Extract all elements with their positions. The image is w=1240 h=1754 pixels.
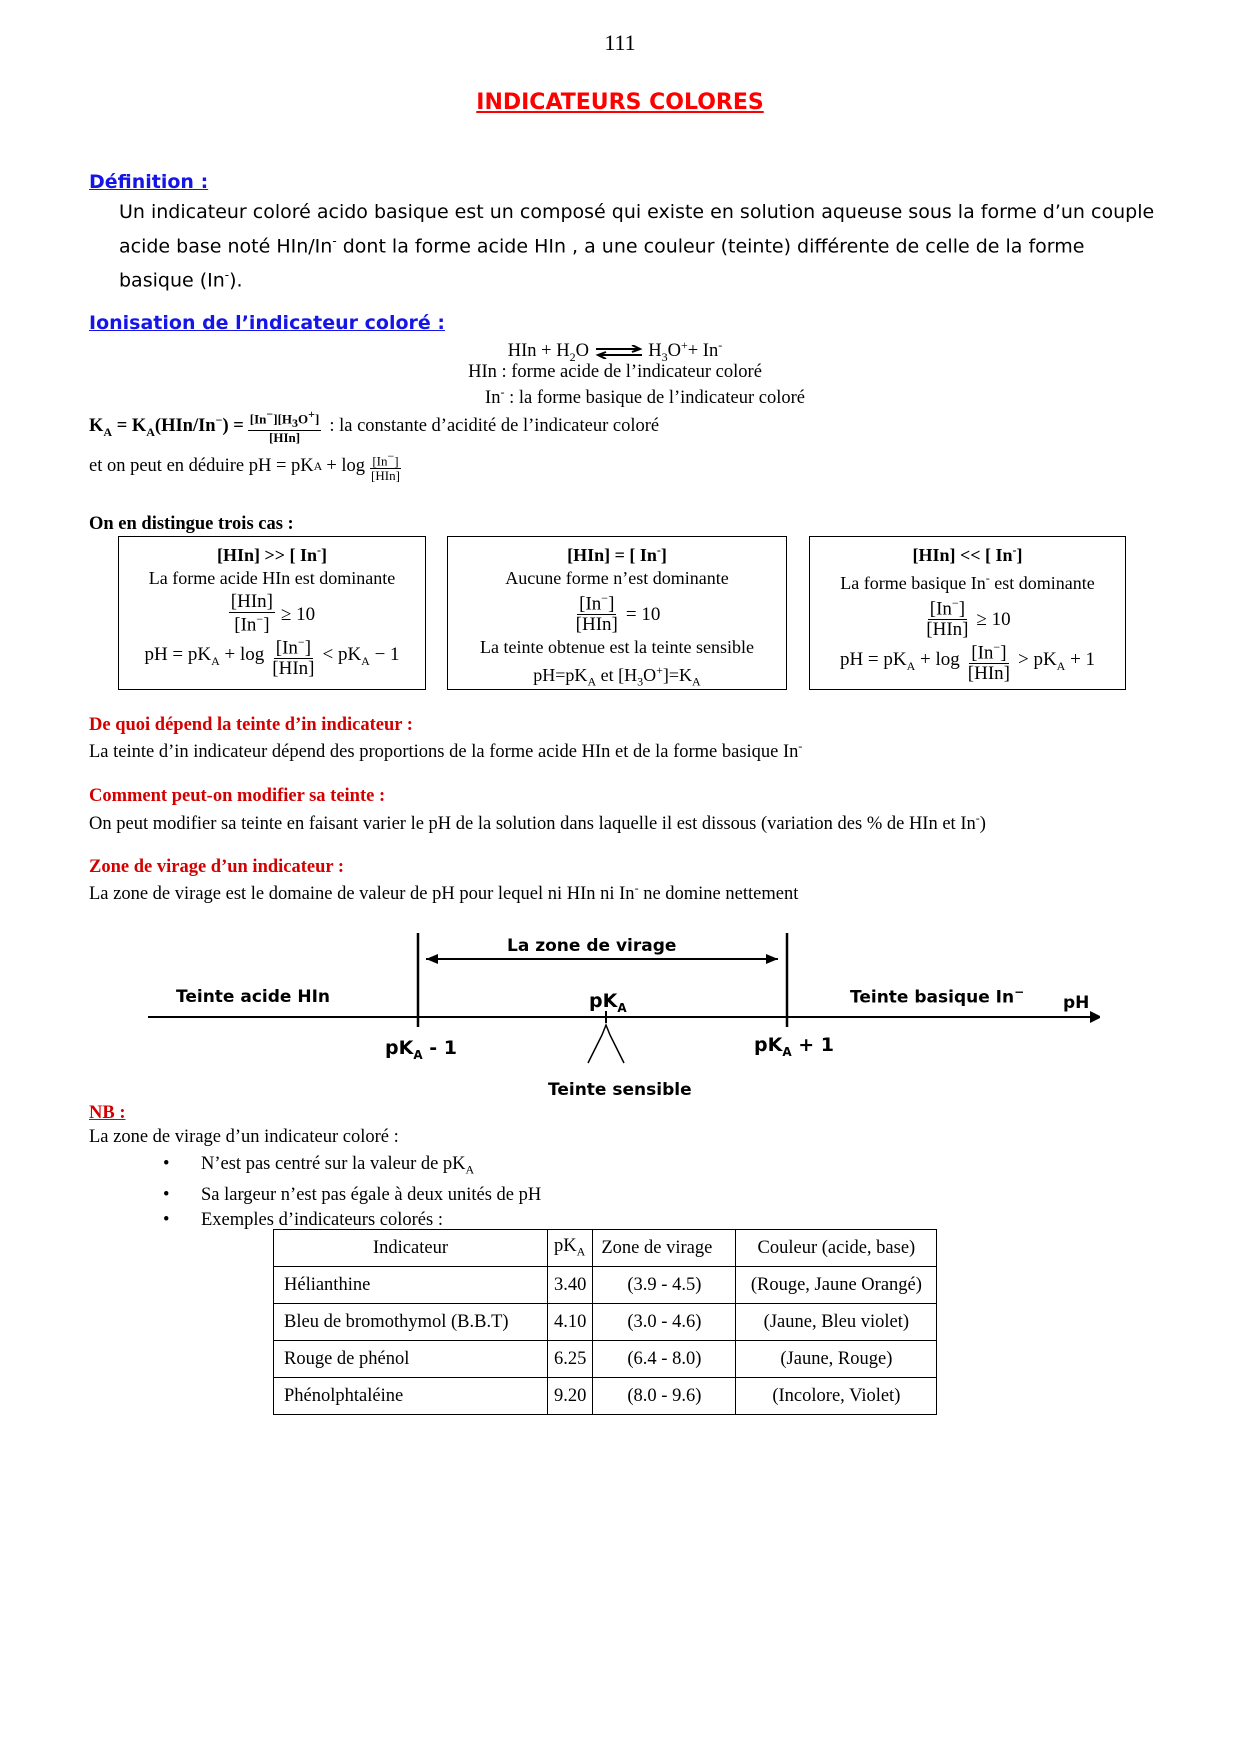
pka-plus-text: pK xyxy=(754,1034,783,1056)
definition-text xyxy=(119,198,1154,296)
ph-axis-label: pH xyxy=(1063,993,1090,1013)
modify-text-b: ) xyxy=(979,814,986,835)
nb-heading: NB : xyxy=(89,1103,126,1123)
zone-label: La zone de virage xyxy=(507,936,677,956)
table-cell: (Incolore, Violet) xyxy=(736,1378,937,1415)
cases-heading: On en distingue trois cas : xyxy=(89,514,294,534)
table-cell: (Jaune, Bleu violet) xyxy=(736,1304,937,1341)
definition-line-3b: ). xyxy=(229,269,243,292)
ph-deduction: et on peut en déduire pH = pK A + log $\frac{[In^-]}{\text{[HIn]}}$ xyxy=(89,449,400,483)
definition-line-1: Un indicateur coloré acido basique est un composé qui existe en solution aqueuse sous la forme d’un couple xyxy=(119,201,1155,223)
table-cell: Rouge de phénol xyxy=(274,1341,548,1378)
depend-text-main: La teinte d’in indicateur dépend des proportions de la forme acide HIn et de la forme basique In xyxy=(89,742,799,763)
page-number: 111 xyxy=(604,30,636,55)
zone-arrow-left-head xyxy=(426,954,438,964)
table-header: Couleur (acide, base) xyxy=(736,1230,937,1267)
indicators-table xyxy=(273,1229,937,1415)
case-1-head-text: [HIn] >> [ In xyxy=(216,545,318,565)
table-cell: 9.20 xyxy=(548,1378,593,1415)
case-2-head: [HIn] = [ In-] xyxy=(567,543,667,565)
definition-line-2: acide base noté HIn/In- dont la forme acide HIn , a une couleur (teinte) différente de celle de la forme xyxy=(119,234,1085,258)
sensitive-pointer xyxy=(588,1025,624,1063)
table-header-row xyxy=(274,1230,937,1267)
definition-heading: Définition : xyxy=(89,171,209,193)
table-cell: (Rouge, Jaune Orangé) xyxy=(736,1267,937,1304)
nb-bullet-list xyxy=(163,1152,541,1233)
nb-intro: La zone de virage d’un indicateur coloré : xyxy=(89,1127,399,1147)
sensitive-tint-label: Teinte sensible xyxy=(548,1080,692,1100)
depend-heading: De quoi dépend la teinte d’in indicateur : xyxy=(89,715,413,735)
zone-heading: Zone de virage d’un indicateur : xyxy=(89,857,345,877)
case-3-text: La forme basique In- est dominante xyxy=(840,571,1095,593)
ionisation-heading: Ionisation de l’indicateur coloré : xyxy=(89,312,445,334)
table-cell: 4.10 xyxy=(548,1304,593,1341)
pka-minus-label: $pK_A - 1$ xyxy=(385,1037,457,1062)
ka-expression: $K_A = K_A(HIn/In^-)$ = $\frac{[In^-][H_3O^+]}{\text{[HIn]}}$ : la constante d’acidité de l’indicateur coloré xyxy=(89,407,660,445)
case-3-head: [HIn] << [ In-] xyxy=(912,543,1023,565)
pka-minus-text: pK xyxy=(385,1037,414,1059)
table-cell: (Jaune, Rouge) xyxy=(736,1341,937,1378)
table-cell: (6.4 - 8.0) xyxy=(593,1341,736,1378)
nb-bullet-1: • N’est pas centré sur la valeur de $pK_A$ xyxy=(163,1152,541,1183)
depend-text: La teinte d’in indicateur dépend des proportions de la forme acide HIn et de la forme basique In- xyxy=(89,739,803,763)
acid-tint-label: Teinte acide HIn xyxy=(176,987,331,1007)
case-1-text: La forme acide HIn est dominante xyxy=(148,568,396,588)
table-row xyxy=(274,1341,937,1378)
case-basic-dominant: [HIn] << [ In-] La forme basique In- est dominante $\frac{[In^-]}{\text{[HIn]}}$ ≥ 10 pH = $pK_A + \log$ $\frac{[In^-]}{\text{[HIn]}}$ > $pK_A + 1$ xyxy=(809,536,1126,690)
modify-heading: Comment peut-on modifier sa teinte : xyxy=(89,786,386,806)
case-2-text-2: La teinte obtenue est la teinte sensible xyxy=(480,637,754,658)
zone-text-a: La zone de virage est le domaine de valeur de pH pour lequel ni HIn ni In xyxy=(89,884,635,905)
case-3-text-a: La forme basique In xyxy=(840,573,986,593)
zone-text: La zone de virage est le domaine de valeur de pH pour lequel ni HIn ni In- ne domine nettement xyxy=(89,881,799,905)
acid-form-line: HIn : forme acide de l’indicateur coloré xyxy=(468,362,762,382)
case-3-head-text: [HIn] << [ In xyxy=(912,545,1013,565)
table-cell: (3.9 - 4.5) xyxy=(593,1267,736,1304)
table-row xyxy=(274,1304,937,1341)
case-2-text: Aucune forme n’est dominante xyxy=(505,568,729,588)
ka-description: : la constante d’acidité de l’indicateur coloré xyxy=(329,415,660,436)
eq-reactants: HIn + H xyxy=(507,341,570,362)
nb-bullet-1-text: N’est pas centré sur la valeur de pK xyxy=(201,1154,466,1174)
basic-tint-text: Teinte basique In xyxy=(850,987,1015,1008)
table-cell: Hélianthine xyxy=(274,1267,548,1304)
pka-plus-label: $pK_A + 1$ xyxy=(754,1034,834,1059)
table-header: Zone de virage xyxy=(593,1230,736,1267)
modify-text: On peut modifier sa teinte en faisant varier le pH de la solution dans laquelle il est dissous (variation des % de HIn et In-) xyxy=(89,811,986,835)
definition-line-3: basique (In-). xyxy=(119,268,243,292)
case-3-text-b: est dominante xyxy=(989,573,1095,593)
table-cell: (8.0 - 9.6) xyxy=(593,1378,736,1415)
definition-line-2a: acide base noté HIn/In xyxy=(119,235,333,258)
case-1-head: [HIn] >> [ In-] xyxy=(216,543,328,565)
equilibrium-arrow-icon xyxy=(594,345,644,359)
zone-text-b: ne domine nettement xyxy=(638,884,799,905)
table-row xyxy=(274,1378,937,1415)
basic-tint-label: Teinte basique In− xyxy=(850,985,1025,1008)
page-title: INDICATEURS COLORES xyxy=(476,90,764,115)
case-acid-dominant: [HIn] >> [ In-] La forme acide HIn est dominante $\frac{\text{[HIn]}}{[In^-]}$ ≥ 10 pH = $pK_A + \log$ $\frac{[In^-]}{\text{[HIn]}}$ < $pK_A - 1$ xyxy=(118,536,426,690)
basic-form-line: In- : la forme basique de l’indicateur coloré xyxy=(485,385,805,409)
table-cell: 6.25 xyxy=(548,1341,593,1378)
ph-deduction-text: et on peut en déduire pH = pK xyxy=(89,456,314,477)
ph-axis-arrowhead xyxy=(1090,1011,1100,1023)
table-cell: 3.40 xyxy=(548,1267,593,1304)
table-cell: Phénolphtaléine xyxy=(274,1378,548,1415)
table-row xyxy=(274,1267,937,1304)
case-2-head-text: [HIn] = [ In xyxy=(567,545,657,565)
table-cell: (3.0 - 4.6) xyxy=(593,1304,736,1341)
definition-line-2b: dont la forme acide HIn , a une couleur (teinte) différente de celle de la forme xyxy=(336,235,1085,258)
table-cell: Bleu de bromothymol (B.B.T) xyxy=(274,1304,548,1341)
nb-bullet-2: • Sa largeur n’est pas égale à deux unités de pH xyxy=(163,1183,541,1208)
definition-line-3a: basique (In xyxy=(119,269,225,292)
ionisation-equation: HIn + $H_2O$ $H_3O^++ In^-$ xyxy=(507,338,723,364)
case-equal: [HIn] = [ In-] Aucune forme n’est dominante $\frac{[In^-]}{\text{[HIn]}}$ = 10 La teinte obtenue est la teinte sensible $pH=pK_A$ et $[H_3O^+]=K_A$ xyxy=(447,536,787,690)
table-header: $pK_A$ xyxy=(548,1230,593,1267)
modify-text-a: On peut modifier sa teinte en faisant varier le pH de la solution dans laquelle il est dissous (variation des % de HIn et In xyxy=(89,814,976,835)
zone-arrow-right-head xyxy=(766,954,778,964)
pka-center-label: $pK_A$ xyxy=(589,990,627,1015)
nb-bullet-3: • Exemples d’indicateurs colorés : xyxy=(163,1208,541,1233)
basic-form-text: : la forme basique de l’indicateur coloré xyxy=(504,388,805,409)
table-header: Indicateur xyxy=(274,1230,548,1267)
table-header-pk: pK xyxy=(554,1236,577,1257)
